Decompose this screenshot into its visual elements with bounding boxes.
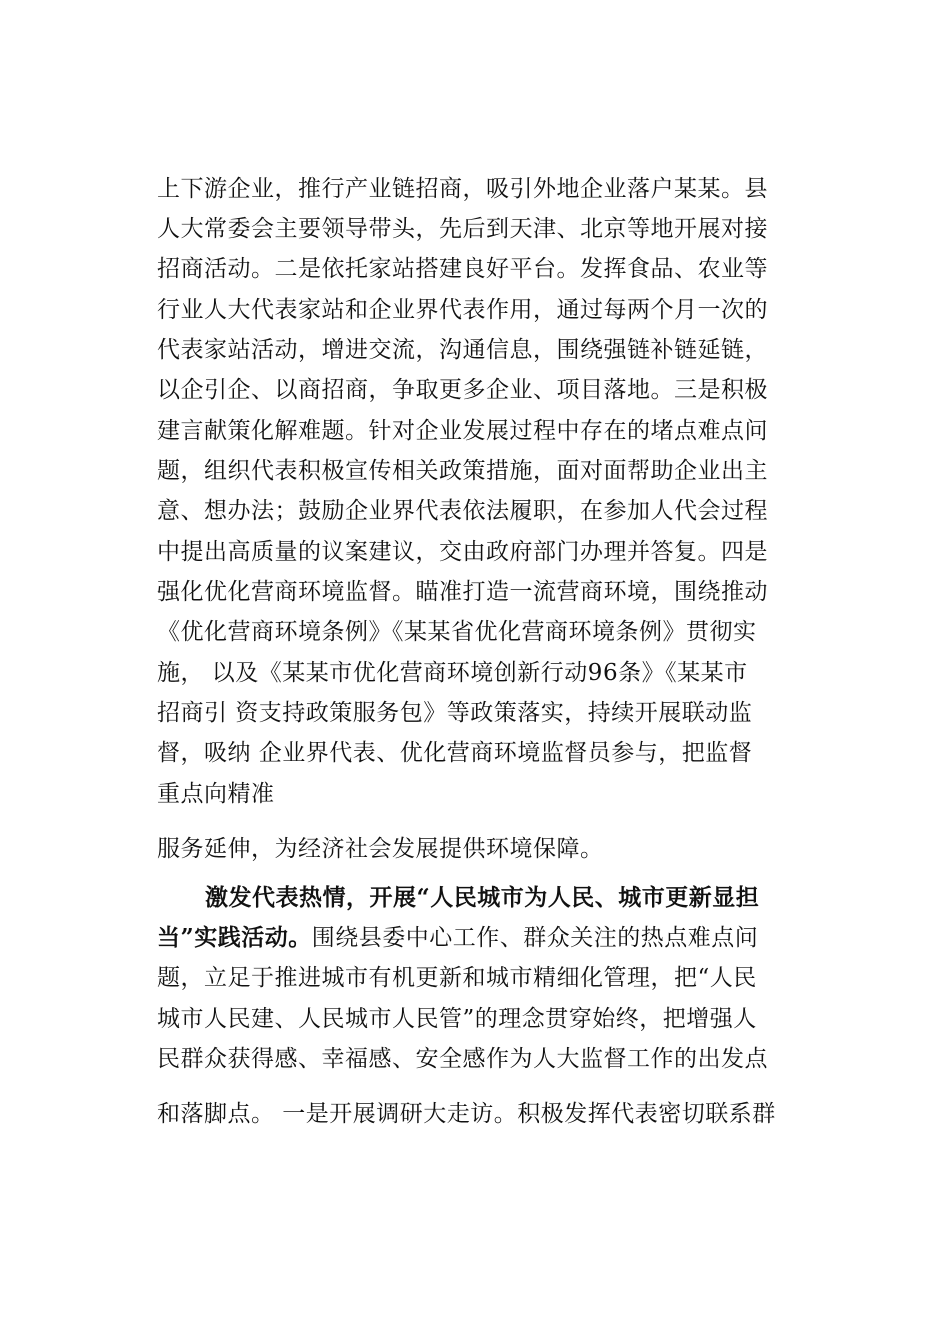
- body-text-line: 代表家站活动，增进交流，沟通信息，围绕强链补链延链，: [157, 337, 768, 363]
- section-heading-tail: 当”实践活动。: [157, 924, 312, 951]
- body-text-line: [157, 923, 827, 953]
- section-heading: 激发代表热情，开展“人民城市为人民、城市更新显担: [205, 884, 760, 911]
- body-text-line: 重点向精准: [157, 781, 275, 807]
- body-text-line: 和落脚点。 一是开展调研大走访。积极发挥代表密切联系群: [157, 1101, 776, 1127]
- body-text-line: 城市人民建、人民城市人民管”的理念贯穿始终，把增强人: [157, 1006, 757, 1032]
- body-text-line: 招商引 资支持政策服务包》等政策落实，持续开展联动监: [157, 700, 753, 726]
- body-text-line: 招商活动。二是依托家站搭建良好平台。发挥食品、农业等: [157, 256, 768, 282]
- body-text-line: 建言献策化解难题。针对企业发展过程中存在的堵点难点问: [157, 418, 768, 444]
- body-text-line: 题，组织代表积极宣传相关政策措施，面对面帮助企业出主: [157, 458, 768, 484]
- body-text-line: 题，立足于推进城市有机更新和城市精细化管理，把“人民: [157, 965, 757, 991]
- body-text-line: 服务延伸，为经济社会发展提供环境保障。: [157, 836, 604, 862]
- body-text-line: 施， 以及《某某市优化营商环境创新行动96条》《某某市: [157, 660, 748, 686]
- body-text-line: 《优化营商环境条例》《某某省优化营商环境条例》贯彻实: [157, 619, 757, 645]
- body-text-line: 督，吸纳 企业界代表、优化营商环境监督员参与，把监督: [157, 740, 753, 766]
- body-text-line: 上下游企业，推行产业链招商，吸引外地企业落户某某。县: [157, 176, 768, 202]
- body-text-line: 以企引企、以商招商，争取更多企业、项目落地。三是积极: [157, 377, 768, 403]
- body-text-span: 围绕县委中心工作、群众关注的热点难点问: [311, 925, 759, 951]
- body-text-line: 行业人大代表家站和企业界代表作用，通过每两个月一次的: [157, 297, 768, 323]
- body-text-line: 人大常委会主要领导带头，先后到天津、北京等地开展对接: [157, 216, 768, 242]
- body-text-line: 中提出高质量的议案建议，交由政府部门办理并答复。四是: [157, 539, 768, 565]
- body-text-line: 意、想办法；鼓励企业界代表依法履职，在参加人代会过程: [157, 498, 768, 524]
- body-text-line: 强化优化营商环境监督。瞄准打造一流营商环境，围绕推动: [157, 579, 768, 605]
- body-text-line: 民群众获得感、幸福感、安全感作为人大监督工作的出发点: [157, 1046, 768, 1072]
